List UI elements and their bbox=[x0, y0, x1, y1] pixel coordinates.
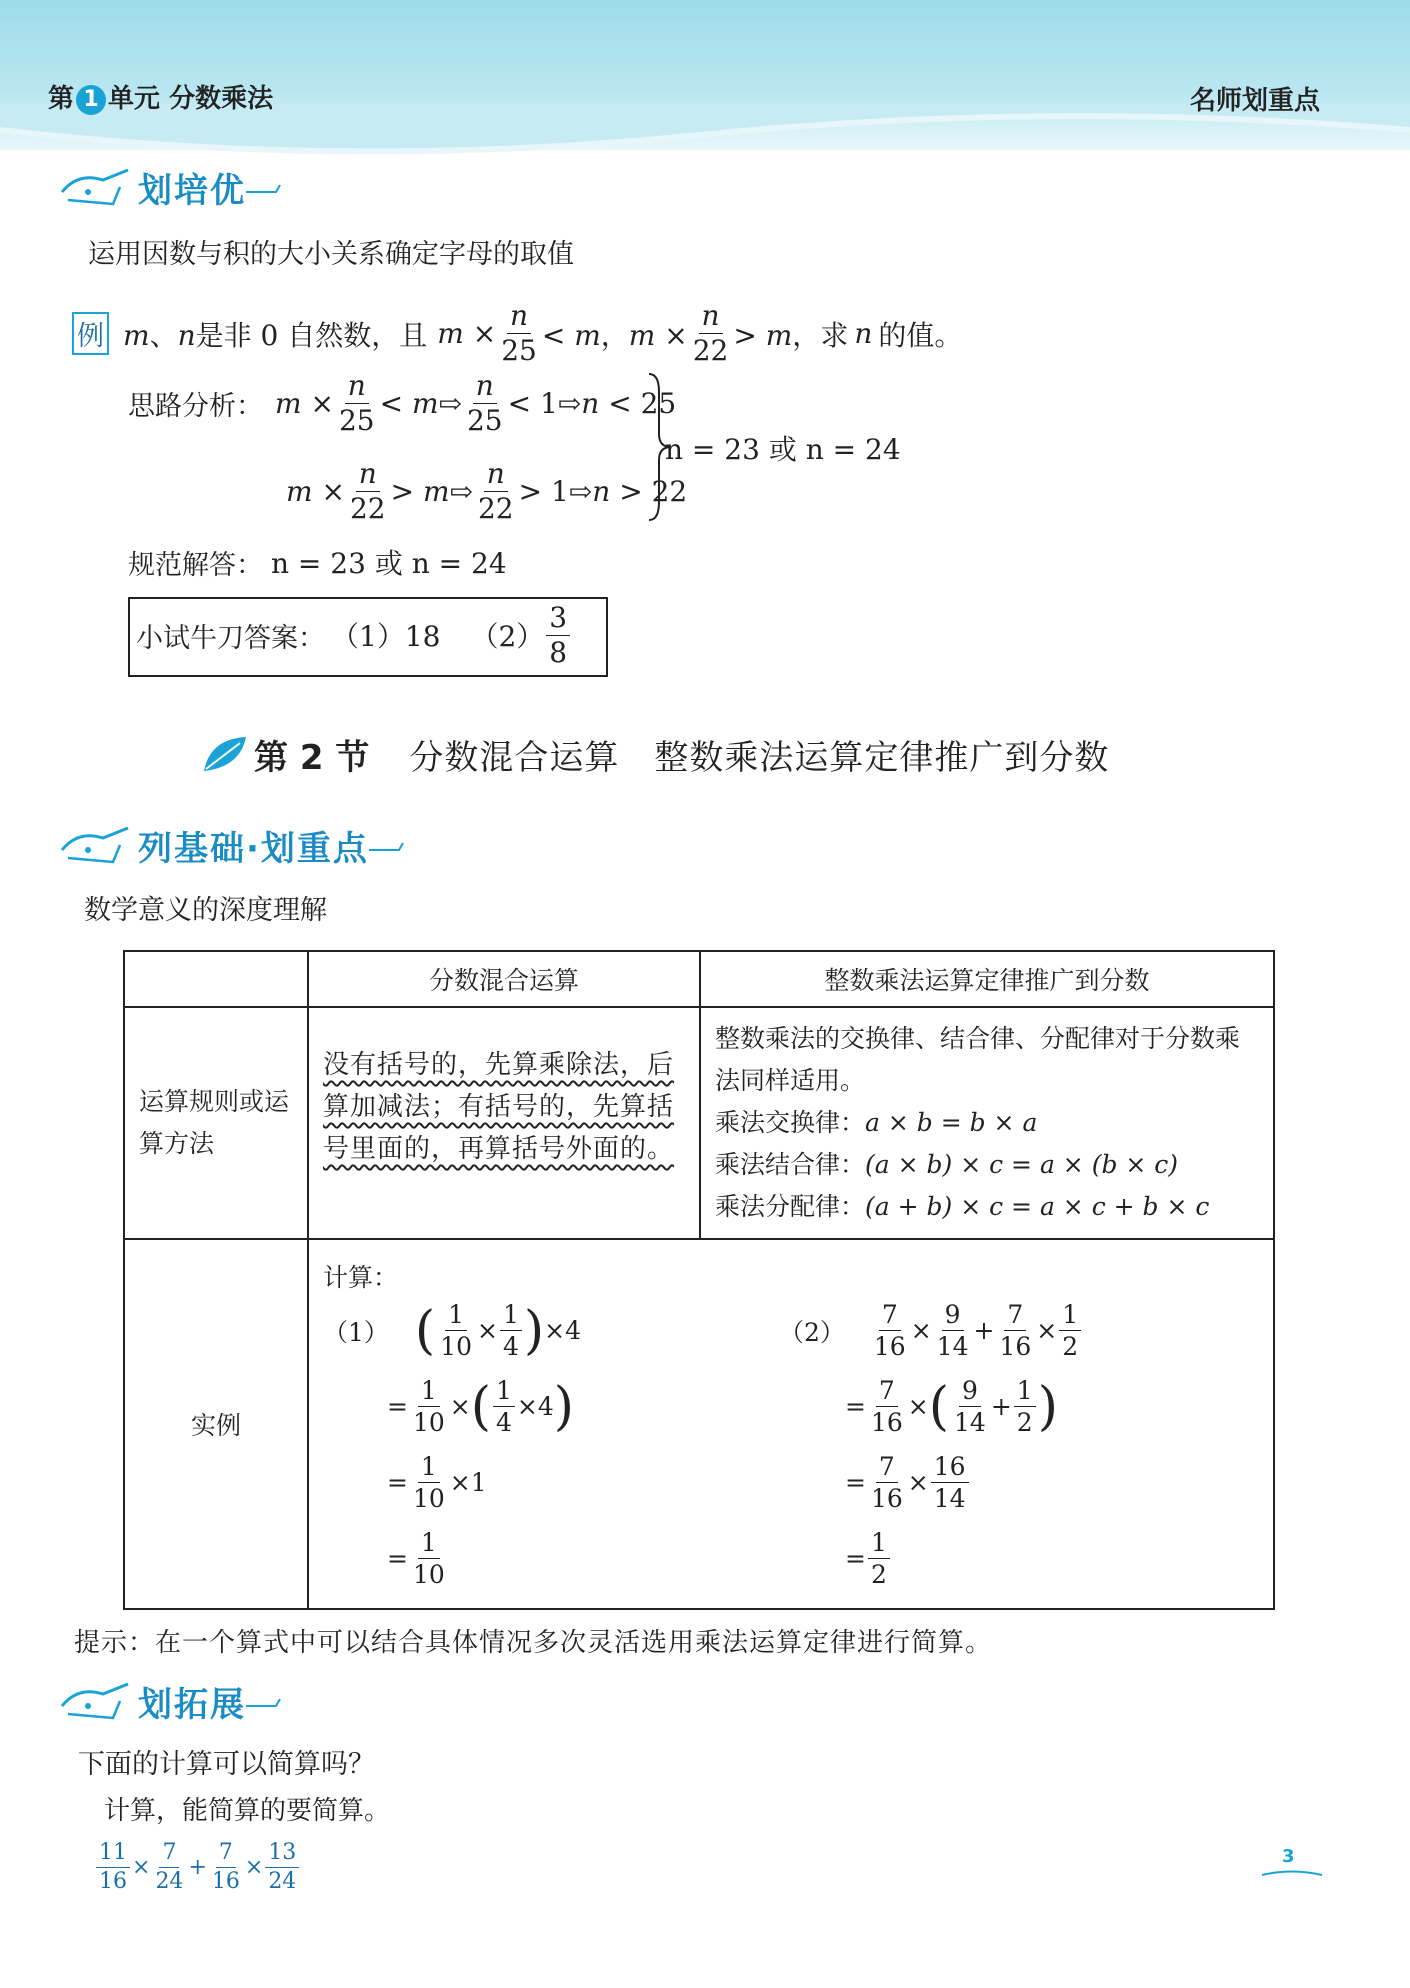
unit-prefix: 第 bbox=[48, 84, 75, 114]
sec3-subtitle: 下面的计算可以简算吗？ bbox=[78, 1749, 375, 1780]
example-cell bbox=[308, 1239, 1274, 1609]
analysis-conclusion: n = 23 或 n = 24 bbox=[665, 433, 901, 466]
answer-label: 小试牛刀答案： bbox=[136, 622, 325, 654]
example-2-line-2: = $\frac{7}{16}$ × ( $\frac{9}{14}$ + $\frac{1}{2}$ ) bbox=[845, 1376, 1058, 1437]
row-head-example: 实例 bbox=[124, 1239, 308, 1609]
law-distributive-label: 乘法分配律： bbox=[715, 1192, 866, 1221]
pencil-paper-icon bbox=[58, 820, 138, 870]
section-number: 第 2 节 bbox=[254, 738, 370, 778]
rule-cell bbox=[308, 1007, 700, 1239]
sec3-instruction: 计算，能简算的要简算。 bbox=[104, 1796, 391, 1826]
answer-2-fraction: $\frac{3}{8}$ bbox=[546, 604, 570, 667]
law-commutative bbox=[715, 1102, 1261, 1144]
law-associative-label: 乘法结合律： bbox=[715, 1150, 866, 1179]
page-number-decoration bbox=[1262, 1870, 1322, 1880]
brand-label: 名师划重点 bbox=[1189, 86, 1320, 116]
law-distributive bbox=[715, 1186, 1261, 1228]
answer-content bbox=[136, 600, 572, 669]
problem-text-a: 是非 0 自然数，且 bbox=[195, 318, 428, 352]
sec2-subtitle: 数学意义的深度理解 bbox=[84, 895, 327, 926]
example-problem: 例 m、n 是非 0 自然数，且 m × $\frac{n}{25}$ < m，m × $\frac{n}{22}$ > m， 求 n 的值。 bbox=[72, 302, 962, 365]
banner-underline-decoration bbox=[246, 1691, 286, 1711]
answer-2: （2） bbox=[470, 620, 545, 653]
sec3-expression: $\frac{11}{16}$ × $\frac{7}{24}$ + $\frac{7}{16}$ × $\frac{13}{24}$ bbox=[94, 1842, 301, 1893]
banner-jichu bbox=[58, 820, 409, 870]
law-associative-formula: (a × b) × c = a × (b × c) bbox=[865, 1150, 1179, 1179]
pencil-paper-icon bbox=[58, 1676, 138, 1726]
concept-table bbox=[123, 950, 1275, 1610]
law-associative bbox=[715, 1144, 1261, 1186]
banner-peiyou-text: 划培优 bbox=[138, 170, 246, 211]
example-1-line-4: = $\frac{1}{10}$ bbox=[387, 1528, 445, 1589]
unit-name: 单元 分数乘法 bbox=[108, 84, 274, 114]
section-name: 分数混合运算 整数乘法运算定律推广到分数 bbox=[409, 738, 1110, 778]
analysis-line-1: 思路分析： m × $\frac{n}{25}$ < m⇨ $\frac{n}{25}$ < 1⇨n < 25 bbox=[128, 369, 677, 437]
pencil-paper-icon bbox=[58, 162, 138, 212]
law-distributive-formula: (a + b) × c = a × c + b × c bbox=[865, 1192, 1210, 1221]
table-header-col2: 整数乘法运算定律推广到分数 bbox=[700, 951, 1274, 1007]
law-commutative-formula: a × b = b × a bbox=[865, 1108, 1038, 1137]
header-wave-decoration bbox=[0, 110, 1410, 170]
banner-peiyou bbox=[58, 162, 286, 212]
analysis-line-2: m × $\frac{n}{22}$ > m⇨ $\frac{n}{22}$ > 1⇨n > 22 bbox=[286, 457, 688, 525]
banner-underline-decoration bbox=[246, 177, 286, 197]
section-heading bbox=[200, 730, 1109, 779]
row-head-rules: 运算规则或运算方法 bbox=[124, 1007, 308, 1239]
banner-underline-decoration bbox=[369, 835, 409, 855]
solution-value: n = 23 或 n = 24 bbox=[271, 547, 507, 580]
example-1-line-3: = $\frac{1}{10}$ ×1 bbox=[387, 1452, 487, 1513]
example-2-line-3: = $\frac{7}{16}$ × $\frac{16}{14}$ bbox=[845, 1454, 971, 1511]
sec1-subtitle: 运用因数与积的大小关系确定字母的取值 bbox=[88, 239, 574, 270]
table-corner-cell bbox=[124, 951, 308, 1007]
example-tag: 例 bbox=[72, 312, 109, 355]
leaf-icon bbox=[200, 733, 250, 777]
problem-text-b: 求 bbox=[820, 318, 849, 352]
example-1-label: （1） bbox=[323, 1317, 389, 1347]
example-1-line-2: = $\frac{1}{10}$ × ( $\frac{1}{4}$ ×4 ) bbox=[387, 1376, 575, 1437]
unit-number-badge: 1 bbox=[76, 85, 106, 115]
example-1-line-1: （1） ( $\frac{1}{10}$ × $\frac{1}{4}$ ) ×4 bbox=[323, 1300, 582, 1361]
example-2-label: （2） bbox=[779, 1317, 845, 1347]
calc-label: 计算： bbox=[323, 1263, 399, 1292]
example-2-line-4: = $\frac{1}{2}$ bbox=[845, 1530, 892, 1587]
banner-tuozhan bbox=[58, 1676, 286, 1726]
answer-1: （1）18 bbox=[331, 620, 441, 653]
hint-text: 提示：在一个算式中可以结合具体情况多次灵活选用乘法运算定律进行简算。 bbox=[74, 1628, 993, 1658]
example-2-line-1: （2） $\frac{7}{16}$ × $\frac{9}{14}$ + $\frac{7}{16}$ × $\frac{1}{2}$ bbox=[779, 1302, 1083, 1359]
solution-line bbox=[128, 542, 507, 582]
analysis-label: 思路分析： bbox=[128, 391, 263, 422]
page-number: 3 bbox=[1282, 1846, 1295, 1867]
banner-tuozhan-text: 划拓展 bbox=[138, 1684, 246, 1725]
table-header-col1: 分数混合运算 bbox=[308, 951, 700, 1007]
law-cell bbox=[700, 1007, 1274, 1239]
solution-label: 规范解答： bbox=[128, 549, 263, 581]
unit-title bbox=[48, 78, 273, 115]
law-commutative-label: 乘法交换律： bbox=[715, 1108, 866, 1137]
banner-jichu-text: 列基础·划重点 bbox=[138, 828, 369, 869]
rule-text: 没有括号的，先算乘除法，后算加减法；有括号的，先算括号里面的，再算括号外面的。 bbox=[323, 1050, 675, 1164]
law-intro: 整数乘法的交换律、结合律、分配律对于分数乘法同样适用。 bbox=[715, 1024, 1241, 1095]
problem-text-c: 的值。 bbox=[878, 318, 963, 352]
